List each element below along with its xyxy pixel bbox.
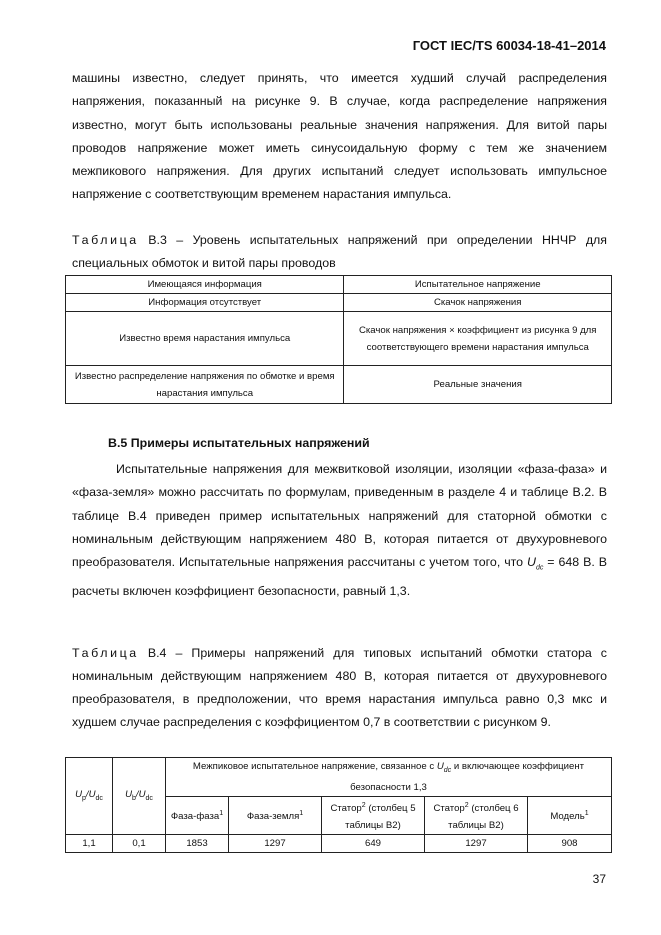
- up-var: U: [75, 788, 83, 800]
- udc-subscript: dc: [535, 564, 544, 572]
- table-cell: Информация отсутствует: [66, 294, 344, 312]
- ub-var: U: [125, 788, 133, 800]
- table-b3-caption-label: Таблица: [72, 233, 139, 247]
- sub-header-sup: 2: [361, 801, 366, 809]
- group-header-text-b: и включающее коэффициент безопасности 1,3: [350, 761, 585, 793]
- group-header-var: U: [436, 761, 444, 772]
- sub-header-sup: 1: [299, 810, 304, 818]
- table-row: [66, 294, 612, 312]
- table-row: [66, 758, 612, 797]
- sub-header-text: (столбец 6 таблицы В2): [448, 803, 519, 832]
- table-cell: Известно время нарастания импульса: [66, 312, 344, 366]
- sub-header-text: (столбец 5 таблицы В2): [345, 803, 416, 832]
- up-sub: p: [82, 794, 86, 802]
- table-cell: 1853: [166, 835, 229, 853]
- section-paragraph-after: = 648 В. В расчеты включен коэффициент безопасности, равный 1,3.: [72, 555, 607, 598]
- group-header-text-a: Межпиковое испытательное напряжение, связанное с: [192, 761, 437, 772]
- table-cell: 0,1: [113, 835, 166, 853]
- table-header-cell: [528, 796, 612, 834]
- table-header-cell: [322, 796, 425, 834]
- group-header-var-sub: dc: [443, 766, 452, 774]
- sub-header-text: Статор: [330, 803, 362, 815]
- table-b3-caption: [72, 229, 607, 275]
- sub-header-text: Модель: [550, 811, 585, 823]
- table-cell: Реальные значения: [344, 366, 612, 404]
- table-cell: 1,1: [66, 835, 113, 853]
- table-header-cell-ub-udc: [113, 758, 166, 835]
- sub-header-sup: 1: [584, 810, 589, 818]
- table-cell: 649: [322, 835, 425, 853]
- sub-header-text: Фаза-фаза: [170, 811, 220, 823]
- table-row: [66, 276, 612, 294]
- table-cell: Известно распределение напряжения по обмотке и время нарастания импульса: [66, 366, 344, 404]
- page-number: 37: [592, 872, 606, 886]
- udc-variable: U: [527, 555, 536, 570]
- table-b3: [65, 275, 612, 404]
- ub-sub: b: [132, 794, 136, 802]
- section-paragraph: [72, 458, 607, 603]
- table-header-cell: Испытательное напряжение: [344, 276, 612, 294]
- sub-header-text: Фаза-земля: [246, 811, 300, 823]
- section-paragraph-before: Испытательные напряжения для межвитковой изоляции, изоляции «фаза-фаза» и «фаза-земля» можно рассчитать по формулам, приведенным в разделе 4 и таблице В.2. В таблице В.4 приведен пример испытательных напряжений для статорной обмотки с номинальным действующим напряжением 480 В, которая питается от двухуровневого преобразователя. Испытательные напряжения рассчитаны с учетом того, что: [72, 462, 607, 570]
- table-cell: 908: [528, 835, 612, 853]
- table-row: [66, 366, 612, 404]
- table-header-cell: Имеющаяся информация: [66, 276, 344, 294]
- ub-dc-sub: dc: [145, 794, 153, 802]
- table-row: [66, 835, 612, 853]
- table-cell: Скачок напряжения × коэффициент из рисунка 9 для соответствующего времени нарастания импульса: [344, 312, 612, 366]
- table-header-cell: [229, 796, 322, 834]
- table-b4: [65, 757, 612, 853]
- section-heading: В.5 Примеры испытательных напряжений: [108, 436, 370, 450]
- sub-header-sup: 2: [464, 801, 469, 809]
- table-b4-caption-text: В.4 – Примеры напряжений для типовых испытаний обмотки статора с номинальным действующим напряжением 480 В, которая питается от двухуровневого преобразователя, в предположении, что время нарастания импульса равно 0,3 мкс и худшем случае распределения с коэффициентом 0,7 в соответствии с рисунком 9.: [72, 646, 607, 729]
- up-sep: /U: [85, 788, 96, 800]
- table-b3-caption-text: В.3 – Уровень испытательных напряжений при определении ННЧР для специальных обмоток и витой пары проводов: [72, 233, 607, 270]
- table-b4-caption: [72, 642, 607, 734]
- ub-sep: /U: [135, 788, 146, 800]
- table-header-cell: [425, 796, 528, 834]
- document-header: ГОСТ IEC/TS 60034-18-41–2014: [412, 38, 606, 53]
- intro-paragraph: машины известно, следует принять, что имеется худший случай распределения напряжения, показанный на рисунке 9. В случае, когда распределение напряжения известно, могут быть использованы реальные значения напряжения. Для витой пары проводов напряжение может иметь синусоидальную форму с тем же значением межпикового напряжения. Для других испытаний следует использовать импульсное напряжение с соответствующим временем нарастания импульса.: [72, 71, 607, 202]
- table-row: [66, 312, 612, 366]
- up-dc-sub: dc: [95, 794, 103, 802]
- table-header-cell: [166, 796, 229, 834]
- table-cell: Скачок напряжения: [344, 294, 612, 312]
- table-cell: 1297: [229, 835, 322, 853]
- table-cell: 1297: [425, 835, 528, 853]
- sub-header-text: Статор: [433, 803, 465, 815]
- table-group-header: [166, 758, 612, 797]
- table-b4-caption-label: Таблица: [72, 646, 139, 660]
- sub-header-sup: 1: [219, 810, 224, 818]
- table-header-cell-up-udc: [66, 758, 113, 835]
